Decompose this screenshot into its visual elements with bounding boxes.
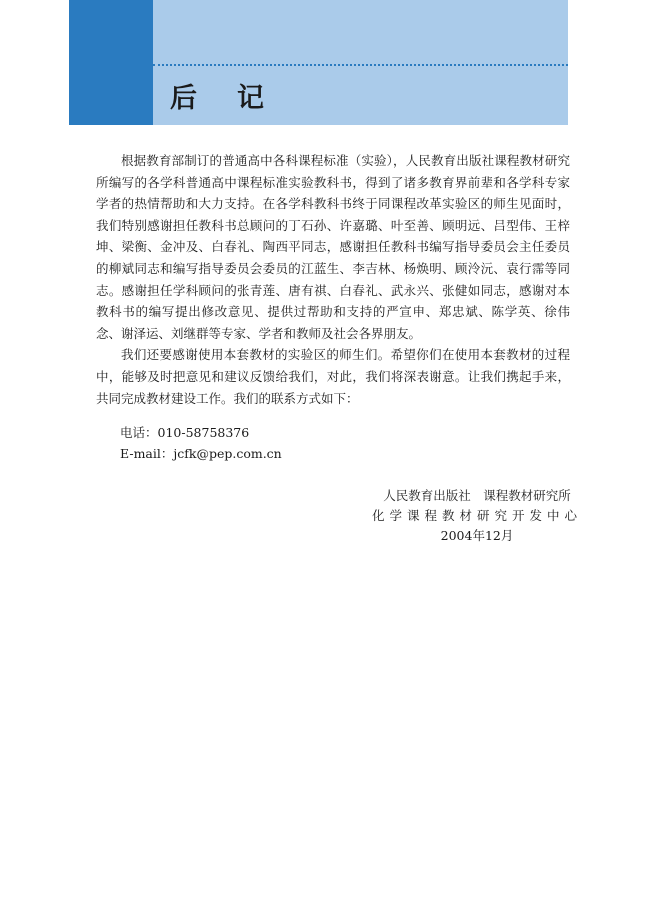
paragraph-acknowledgements: 根据教育部制订的普通高中各科课程标准（实验），人民教育出版社课程教材研究所编写的各学科普通高中课程标准实验教科书，得到了诸多教育界前辈和各学科专家学者的热情帮助和大力支持。在各学科教科书终于同课程改革实验区的师生见面时，我们特别感谢担任教科书总顾问的丁石孙、许嘉璐、叶至善、顾明远、吕型伟、王梓坤、梁衡、金冲及、白春礼、陶西平同志，感谢担任教科书编写指导委员会主任委员的柳斌同志和编写指导委员会委员的江蓝生、李吉林、杨焕明、顾泠沅、袁行霈等同志。感谢担任学科顾问的张青莲、唐有祺、白春礼、武永兴、张健如同志，感谢对本教科书的编写提出修改意见、提供过帮助和支持的严宣申、郑忠斌、陈学英、徐伟念、谢泽运、刘继群等专家、学者和教师及社会各界朋友。 bbox=[96, 153, 570, 341]
contact-phone: 电话：010-58758376 bbox=[120, 425, 250, 440]
page-title: 后记 bbox=[170, 82, 304, 114]
header-dotted-rule bbox=[153, 64, 568, 66]
contact-email: E-mail：jcfk@pep.com.cn bbox=[120, 446, 282, 461]
contact-info bbox=[120, 422, 282, 464]
body-text bbox=[96, 150, 570, 409]
signature-date: 2004年12月 bbox=[440, 528, 514, 543]
signature-publisher: 人民教育出版社 课程教材研究所 bbox=[383, 488, 571, 503]
signature-center: 化学课程教材研究开发中心 bbox=[372, 508, 583, 523]
header-accent-block bbox=[69, 0, 153, 125]
paragraph-feedback: 我们还要感谢使用本套教材的实验区的师生们。希望你们在使用本套教材的过程中，能够及时把意见和建议反馈给我们，对此，我们将深表谢意。让我们携起手来，共同完成教材建设工作。我们的联系方式如下： bbox=[96, 347, 570, 406]
signature-block bbox=[372, 486, 582, 546]
